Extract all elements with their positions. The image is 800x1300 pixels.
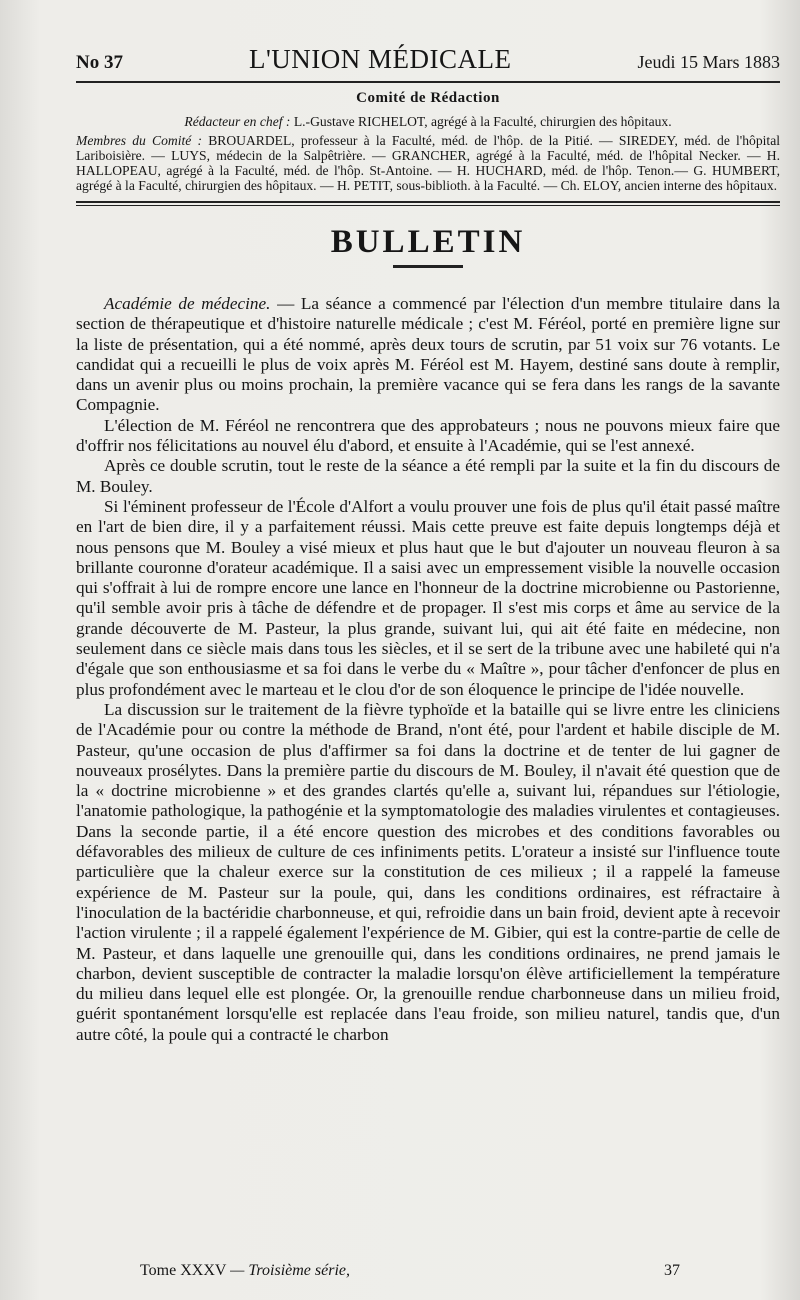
- series-label: — Troisième série,: [230, 1262, 350, 1279]
- bulletin-heading: BULLETIN: [330, 224, 526, 260]
- article-body: [76, 294, 780, 1045]
- section-label: Académie de médecine.: [104, 294, 271, 313]
- issue-date: Jeudi 15 Mars 1883: [637, 52, 780, 72]
- masthead: [76, 44, 780, 83]
- committee-title: Comité de Rédaction: [356, 90, 500, 106]
- paragraph-2: L'élection de M. Féréol ne rencontrera que des approbateurs ; nous ne pouvons mieux faire que d'offrir nos félicitations au nouvel élu d'abord, et ensuite à l'Académie, qui se l'est annexé.: [76, 415, 780, 456]
- paragraph-3: Après ce double scrutin, tout le reste de la séance a été rempli par la suite et la fin du discours de M. Bouley.: [76, 456, 780, 496]
- editor-text: L.-Gustave RICHELOT, agrégé à la Faculté, chirurgien des hôpitaux.: [293, 114, 672, 129]
- editorial-committee: [76, 91, 780, 193]
- editor-line: [76, 114, 780, 129]
- paragraph-1-text: — La séance a commencé par l'élection d'un membre titulaire dans la section de thérapeutique et d'histoire naturelle médicale ; c'est M. Féréol, porté en première ligne sur la liste de présentation, qui a été nommé, après deux tours de scrutin, par 51 voix sur 76 votants. Le candidat qui a recueilli le plus de voix après M. Féréol est M. Hayem, destiné sans doute à remplir, dans un avenir plus ou moins prochain, la première vacance qui se fera dans les rangs de la savante Compagnie.: [76, 294, 780, 415]
- volume-info: [140, 1262, 350, 1280]
- journal-title: L'UNION MÉDICALE: [248, 44, 512, 74]
- page-footer: [140, 1262, 680, 1280]
- paragraph-5: La discussion sur le traitement de la fièvre typhoïde et la bataille qui se livre entre les cliniciens de l'Académie pour ou contre la méthode de Brand, n'ont été, pour l'ardent et habile disciple de M. Pasteur, qu'une occasion de plus d'affirmer sa foi dans la doctrine et de tenter de lui gagner de nouveaux prosélytes. Dans la première partie du discours de M. Bouley, il n'avait été question que de la « doctrine microbienne » et des grandes clartés qu'elle a, suivant lui, répandues sur l'étiologie, l'anatomie pathologique, la pathogénie et la symptomatologie des maladies virulentes et contagieuses. Dans la seconde partie, il a été encore question des microbes et des conditions favorables ou défavorables des milieux de culture de ces infiniments petits. L'orateur a insisté sur l'influence toute particulière que la chaleur exerce sur la constitution de ces milieux ; il a rappelé la fameuse expérience de M. Pasteur sur la poule, qui, dans les conditions ordinaires, est réfractaire à l'inoculation de la bactéridie charbonneuse, et qui, refroidie dans un bain froid, devient apte à recevoir l'action virulente ; il a rappelé également l'expérience de M. Gibier, qui est la contre-partie de celle de M. Pasteur, et dans laquelle une grenouille qui, dans les conditions ordinaires, ne prend jamais le charbon, devient susceptible de contracter la maladie lorsqu'on élève artificiellement la température du milieu dans lequel elle est plongée. Or, la grenouille rendue charbonneuse dans un milieu froid, guérit spontanément lorsqu'elle est replacée dans l'eau froide, son milieu naturel, tandis que, d'un autre côté, la poule qui a contracté le charbon: [76, 699, 780, 1044]
- members-label: Membres du Comité :: [76, 133, 202, 148]
- paragraph-4: Si l'éminent professeur de l'École d'Alfort a voulu prouver une fois de plus qu'il était passé maître en l'art de bien dire, il y a parfaitement réussi. Mais cette preuve est faite depuis longtemps déjà et nous pensons que M. Bouley a visé mieux et plus haut que le but d'ajouter un nouveau fleuron à sa brillante couronne d'orateur académique. Il a saisi avec un empressement visible la nouvelle occasion qui s'offrait à lui de rompre encore une lance en l'honneur de la doctrine microbienne ou Pastorienne, qu'il semble avoir pris à tâche de défendre et de propager. Il s'est mis corps et âme au service de la grande découverte de M. Pasteur, la plus grande, suivant lui, qui ait été faite en médecine, non seulement dans ce siècle mais dans tous les siècles, et il se sert de la tribune avec une habileté qui n'a d'égale que son enthousiasme et sa foi dans le verbe du « Maître », pour tâcher d'enfoncer de plus en plus profondément avec le marteau et le clou d'or de son éloquence le principe de l'idée nouvelle.: [76, 496, 780, 699]
- members-text: BROUARDEL, professeur à la Faculté, méd. de l'hôp. de la Pitié. — SIREDEY, méd. de l'hôpital Lariboisière. — LUYS, médecin de la Salpêtrière. — GRANCHER, agrégé à la Faculté, méd. de l'hôpital Necker. — H. HALLOPEAU, agrégé à la Faculté, méd. de l'hôp. St-Antoine. — H. HUCHARD, méd. de l'hôp. Tenon.— G. HUMBERT, agrégé à la Faculté, chirurgien des hôpitaux. — H. PETIT, sous-biblioth. à la Faculté. — Ch. ELOY, ancien interne des hôpitaux.: [76, 133, 781, 193]
- heading-underline: [393, 265, 463, 268]
- section-divider: [76, 201, 780, 206]
- editor-label: Rédacteur en chef :: [184, 114, 291, 129]
- members-paragraph: [76, 133, 780, 193]
- page-number: 37: [664, 1262, 680, 1279]
- paragraph-1: [76, 294, 780, 416]
- issue-number: No 37: [76, 52, 123, 73]
- volume-number: Tome XXXV: [140, 1262, 227, 1279]
